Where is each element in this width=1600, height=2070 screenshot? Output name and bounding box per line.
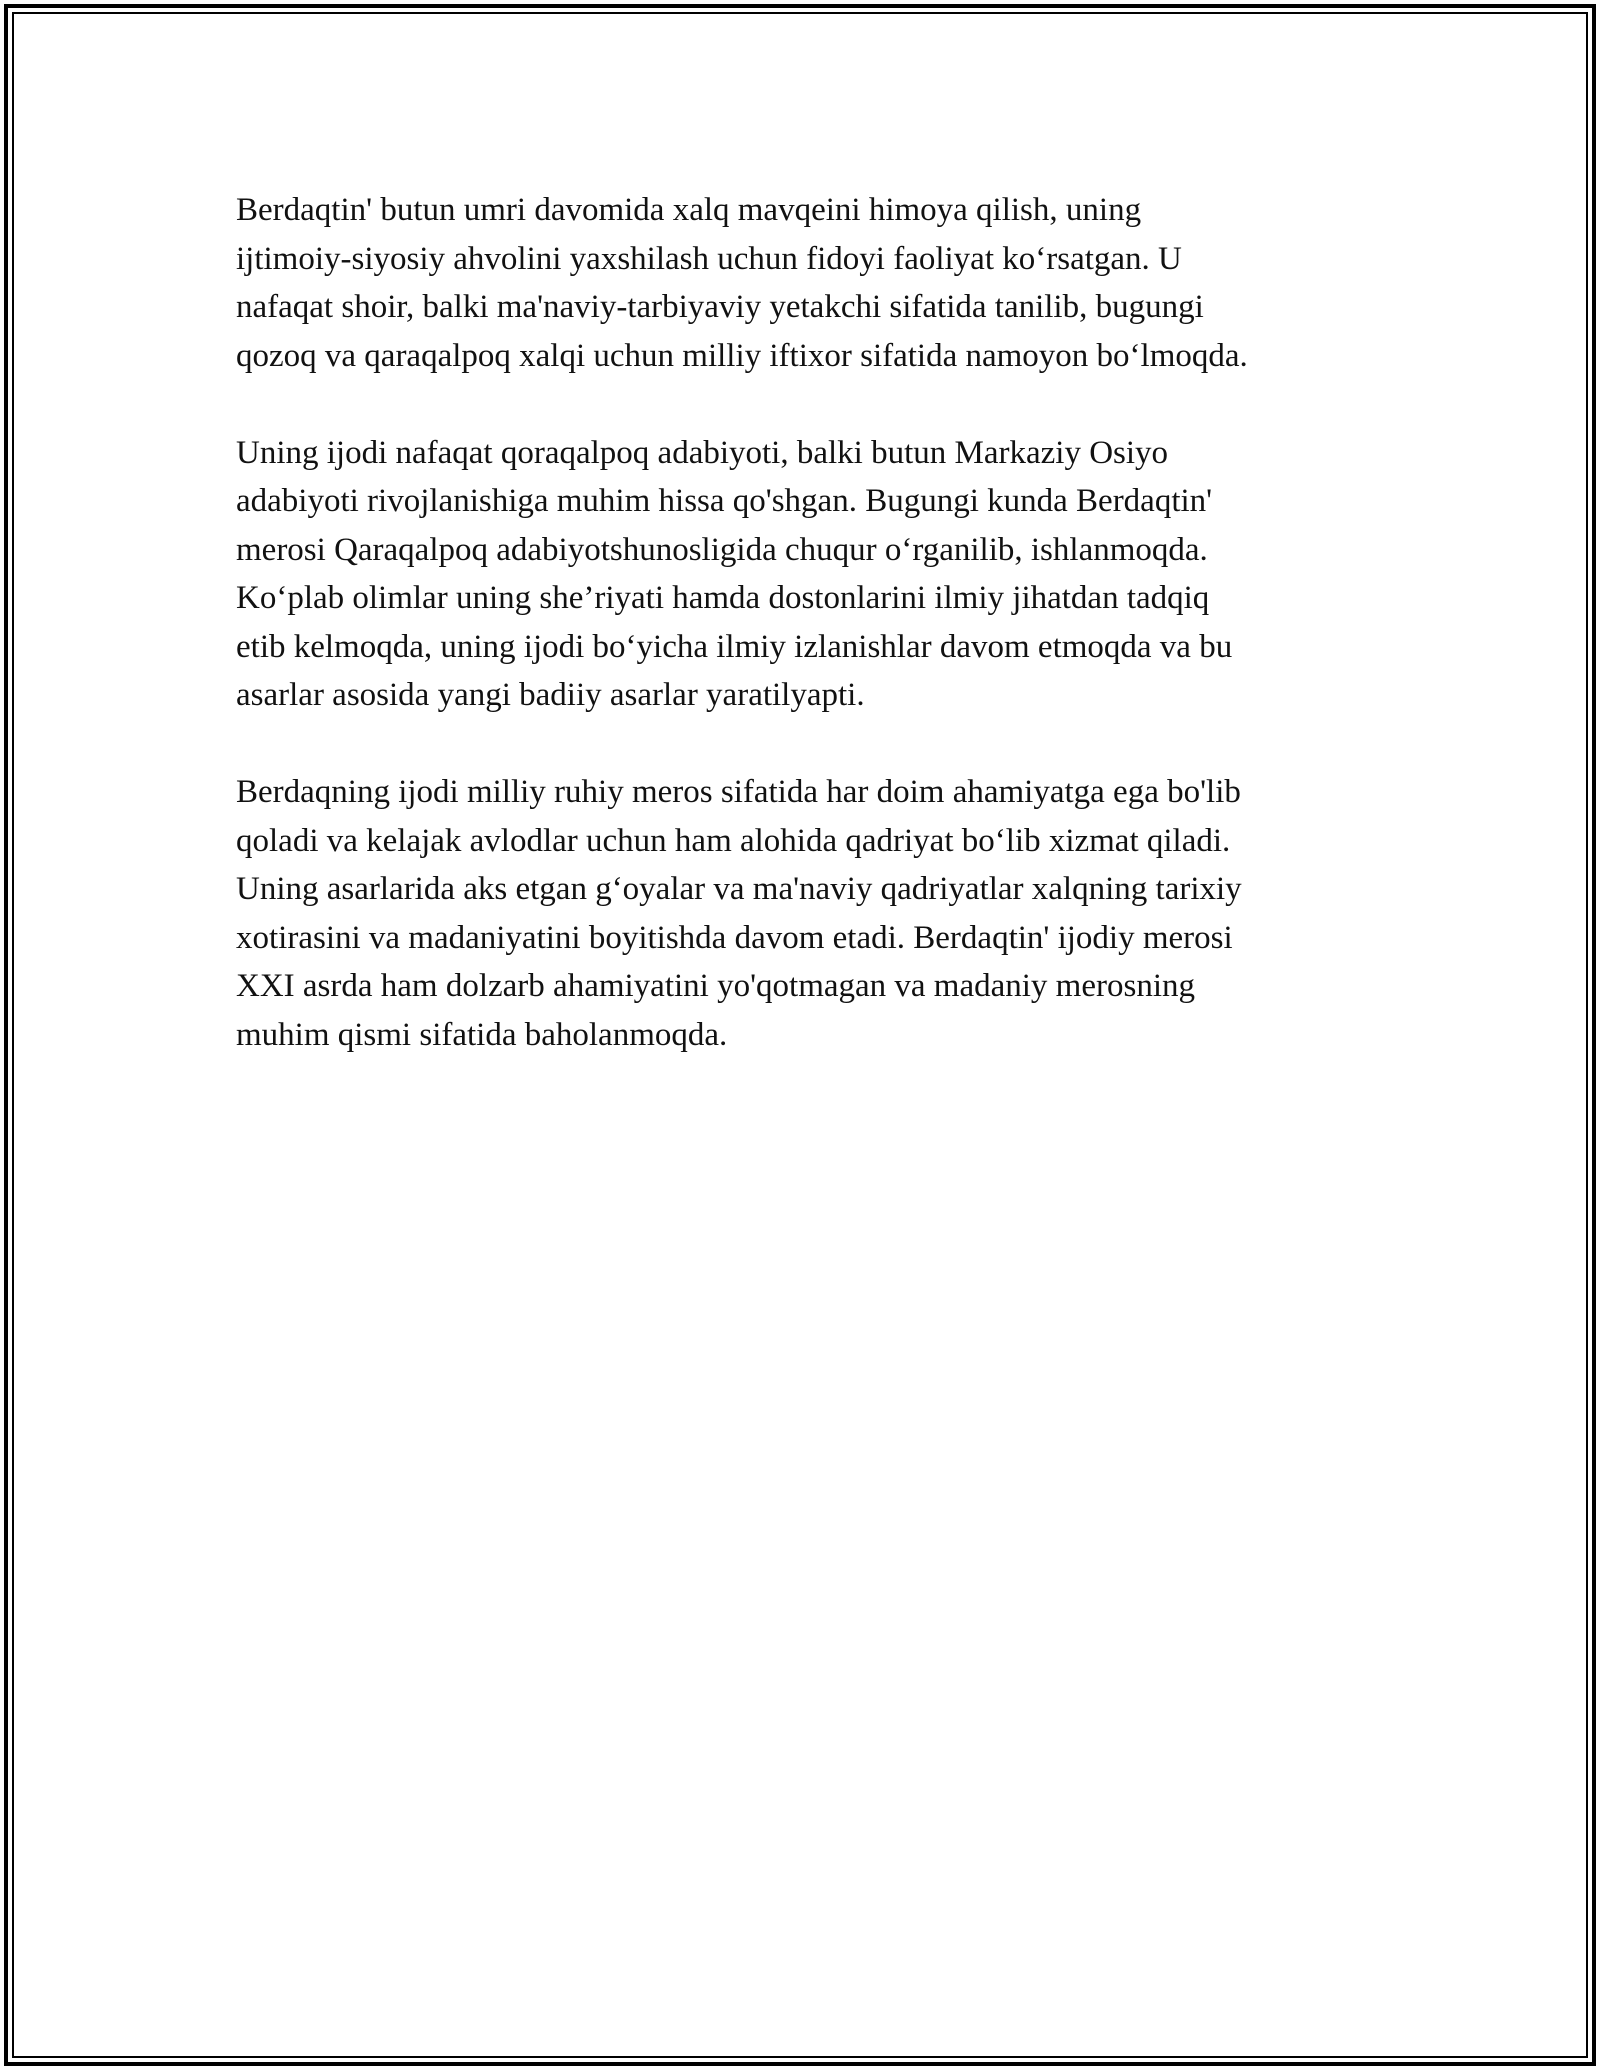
text-line: Ko‘plab olimlar uning she’riyati hamda dostonlarini ilmiy jihatdan tadqiq <box>236 580 1210 616</box>
text-line: adabiyoti rivojlanishiga muhim hissa qo'shgan. Bugungi kunda Berdaqtin' <box>236 483 1213 519</box>
text-line: qozoq va qaraqalpoq xalqi uchun milliy iftixor sifatida namoyon bo‘lmoqda. <box>236 337 1248 374</box>
document-body <box>236 186 1376 1108</box>
text-line: Berdaqtin' butun umri davomida xalq mavqeini himoya qilish, uning <box>236 192 1142 228</box>
text-line: muhim qismi sifatida baholanmoqda. <box>236 1016 728 1053</box>
text-line: Uning asarlarida aks etgan g‘oyalar va ma'naviy qadriyatlar xalqning tarixiy <box>236 871 1242 907</box>
paragraph-3 <box>236 768 1376 1059</box>
text-line: nafaqat shoir, balki ma'naviy-tarbiyaviy yetakchi sifatida tanilib, bugungi <box>236 289 1204 325</box>
text-line: XXI asrda ham dolzarb ahamiyatini yo'qotmagan va madaniy merosning <box>236 968 1195 1004</box>
text-line: asarlar asosida yangi badiiy asarlar yaratilyapti. <box>236 677 865 713</box>
text-line: qoladi va kelajak avlodlar uchun ham alohida qadriyat bo‘lib xizmat qiladi. <box>236 822 1231 859</box>
text-line: Berdaqning ijodi milliy ruhiy meros sifatida har doim ahamiyatga ega bo'lib <box>236 774 1241 810</box>
text-line: xotirasini va madaniyatini boyitishda davom etadi. Berdaqtin' ijodiy merosi <box>236 919 1233 956</box>
text-line: ijtimoiy-siyosiy ahvolini yaxshilash uchun fidoyi faoliyat ko‘rsatgan. U <box>236 240 1182 277</box>
text-line: merosi Qaraqalpoq adabiyotshunosligida chuqur o‘rganilib, ishlanmoqda. <box>236 531 1208 568</box>
text-line: etib kelmoqda, uning ijodi bo‘yicha ilmiy izlanishlar davom etmoqda va bu <box>236 628 1233 665</box>
paragraph-2 <box>236 429 1376 720</box>
text-line: Uning ijodi nafaqat qoraqalpoq adabiyoti, balki butun Markaziy Osiyo <box>236 434 1169 471</box>
paragraph-1 <box>236 186 1376 380</box>
